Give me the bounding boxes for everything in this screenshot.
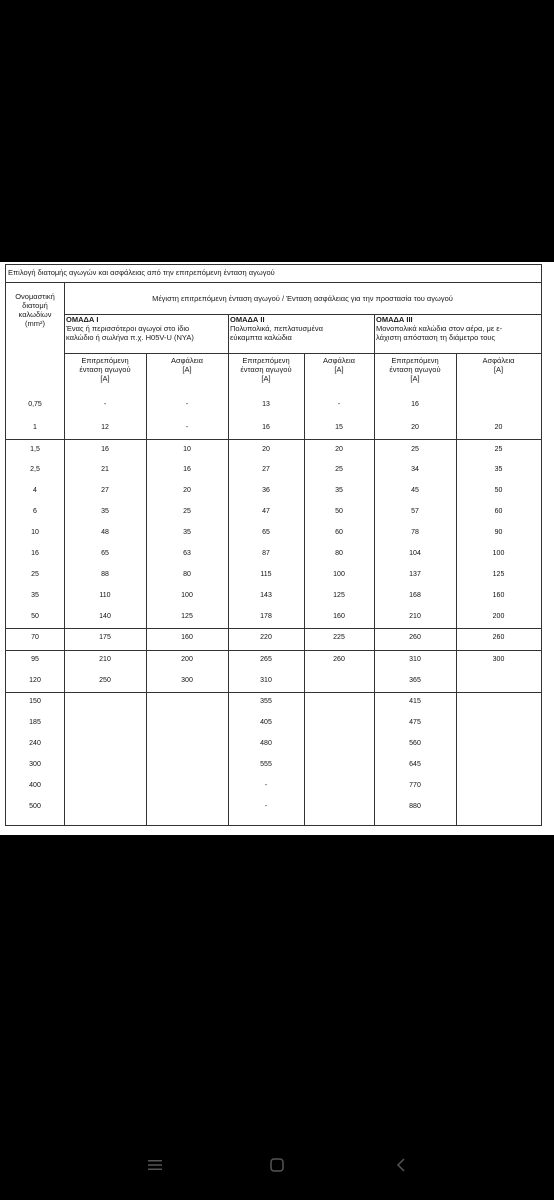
table-cell: 555 (260, 761, 272, 768)
table-cell: 65 (262, 529, 270, 536)
table-cell: 16 (101, 446, 109, 453)
table-cell: 475 (409, 719, 421, 726)
table-cell: 25 (31, 571, 39, 578)
sub-header-current: ένταση αγωγού (389, 365, 441, 374)
table-cell: 20 (183, 487, 191, 494)
table-cell: 87 (262, 550, 270, 557)
sub-header-current: [A] (410, 374, 420, 383)
table-cell: 50 (31, 613, 39, 620)
table-cell: 265 (260, 656, 272, 663)
table-cell: 65 (101, 550, 109, 557)
table-cell: 0,75 (28, 401, 42, 408)
table-cell: 365 (409, 677, 421, 684)
table-caption: Επιλογή διατομής αγωγών και ασφάλειας από την επιτρεπόμενη ένταση αγωγού (8, 268, 275, 277)
group-desc: Πολυπολικά, πεπλατυσμένα (230, 324, 323, 333)
table-cell: 12 (101, 424, 109, 431)
group-title: ΟΜΑΔΑ II (230, 315, 265, 324)
table-cell: 20 (494, 424, 503, 431)
sub-header-current: [A] (100, 374, 110, 383)
table-cell: 200 (492, 613, 505, 620)
sub-header-fuse: Ασφάλεια (323, 356, 355, 365)
table-cell: 20 (335, 446, 343, 453)
table-rule (6, 650, 541, 651)
table-cell: 104 (409, 550, 421, 557)
table-cell: 160 (492, 592, 505, 599)
table-cell: 88 (101, 571, 109, 578)
table-cell: - (337, 401, 341, 408)
group-desc: Ένας ή περισσότεροι αγωγοί στο ίδιο (66, 324, 190, 333)
table-cell: 300 (181, 677, 193, 684)
table-cell: 13 (262, 401, 270, 408)
table-cell: 27 (101, 487, 109, 494)
table-cell: 90 (494, 529, 503, 536)
table-cell: 500 (29, 803, 41, 810)
table-cell: 480 (260, 740, 272, 747)
table-cell: 57 (411, 508, 419, 515)
table-cell: 880 (409, 803, 421, 810)
table-cell: 16 (183, 466, 191, 473)
table-cell: 63 (183, 550, 191, 557)
table-cell: 260 (333, 656, 345, 663)
table-cell: 110 (99, 592, 111, 599)
table-cell: 178 (260, 613, 272, 620)
table-cell: 250 (99, 677, 111, 684)
table-cell: 50 (494, 487, 503, 494)
table-cell: 415 (409, 698, 421, 705)
table-cell: 47 (262, 508, 270, 515)
table-cell: 405 (260, 719, 272, 726)
table-cell: 100 (181, 592, 193, 599)
table-cell: 160 (333, 613, 345, 620)
table-cell: 125 (181, 613, 193, 620)
table-cell: 35 (335, 487, 343, 494)
document-page (0, 262, 554, 835)
table-cell: 15 (335, 424, 343, 431)
table-cell: 200 (181, 656, 193, 663)
table-cell: 6 (33, 508, 37, 515)
table-cell: 160 (181, 634, 193, 641)
table-cell: 137 (409, 571, 421, 578)
square-icon[interactable] (268, 1158, 286, 1174)
table-cell: 35 (101, 508, 109, 515)
table-cell: 95 (31, 656, 39, 663)
table-cell: 35 (494, 466, 503, 473)
table-cell: - (103, 401, 107, 408)
sub-header-current: Επιτρεπόμενη (391, 356, 439, 365)
table-cell: 240 (29, 740, 41, 747)
group-desc: λάχιστη απόσταση τη διάμετρο τους (376, 333, 496, 342)
table-cell: 35 (31, 592, 39, 599)
table-cell: 10 (31, 529, 39, 536)
table-cell: 36 (262, 487, 270, 494)
sub-header-current: Επιτρεπόμενη (81, 356, 129, 365)
sub-header-fuse: [A] (493, 365, 504, 374)
table-cell: 45 (411, 487, 419, 494)
table-cell: - (264, 782, 268, 789)
table-cell: 260 (409, 634, 421, 641)
table-cell: 16 (31, 550, 39, 557)
table-rule (64, 314, 541, 315)
table-cell: 78 (411, 529, 419, 536)
table-cell: 27 (262, 466, 270, 473)
table-cell: 210 (99, 656, 111, 663)
table-cell: 220 (260, 634, 272, 641)
table-cell: 50 (335, 508, 343, 515)
section-header-line: διατομή (22, 301, 48, 310)
table-cell: 2,5 (30, 466, 40, 473)
table-cell: 4 (33, 487, 37, 494)
table-cell: 140 (99, 613, 111, 620)
table-cell: 25 (494, 446, 503, 453)
section-header-line: (mm²) (25, 319, 45, 328)
sub-header-fuse: [A] (334, 365, 344, 374)
table-cell: 1,5 (30, 446, 40, 453)
table-rule (6, 439, 541, 440)
section-header-line: Ονομαστική (15, 292, 55, 301)
table-cell: 185 (29, 719, 41, 726)
table-cell: 310 (260, 677, 272, 684)
table-cell: 168 (409, 592, 421, 599)
table-cell: 260 (492, 634, 505, 641)
sub-header-fuse: Ασφάλεια (482, 356, 515, 365)
table-rule (6, 282, 541, 283)
group-desc: εύκαμπτα καλώδια (230, 333, 292, 342)
table-cell: 100 (492, 550, 505, 557)
table-cell: 115 (260, 571, 272, 578)
table-cell: 25 (335, 466, 343, 473)
table-cell: 10 (183, 446, 191, 453)
table-cell: 60 (494, 508, 503, 515)
sub-header-current: Επιτρεπόμενη (242, 356, 290, 365)
back-chevron-icon[interactable] (392, 1158, 410, 1174)
sub-header-current: ένταση αγωγού (240, 365, 292, 374)
table-cell: 21 (101, 466, 109, 473)
sub-header-current: ένταση αγωγού (79, 365, 131, 374)
table-cell: 80 (335, 550, 343, 557)
table-rule (6, 692, 541, 693)
table-cell: 143 (260, 592, 272, 599)
table-cell: 34 (411, 466, 419, 473)
table-cell: 210 (409, 613, 421, 620)
current-table (5, 264, 542, 826)
table-cell: 400 (29, 782, 41, 789)
table-cell: 125 (333, 592, 345, 599)
table-cell: 1 (33, 424, 37, 431)
table-cell: 150 (29, 698, 41, 705)
table-cell: 70 (31, 634, 39, 641)
table-cell: 25 (183, 508, 191, 515)
table-cell: 16 (262, 424, 270, 431)
table-cell: 100 (333, 571, 345, 578)
table-cell: 770 (409, 782, 421, 789)
table-cell: 80 (183, 571, 191, 578)
table-cell: 60 (335, 529, 343, 536)
group-title: ΟΜΑΔΑ III (376, 315, 413, 324)
group-title: ΟΜΑΔΑ I (66, 315, 99, 324)
sub-header-current: [A] (261, 374, 271, 383)
table-cell: 300 (29, 761, 41, 768)
table-cell: 48 (101, 529, 109, 536)
table-rule (6, 628, 541, 629)
table-cell: 225 (333, 634, 345, 641)
table-cell: 35 (183, 529, 191, 536)
main-header: Μέγιστη επιτρεπόμενη ένταση αγωγού / Ένταση ασφάλειας για την προστασία του αγωγού (152, 294, 453, 303)
table-cell: 175 (99, 634, 111, 641)
table-cell: 16 (411, 401, 419, 408)
table-cell: 560 (409, 740, 421, 747)
table-cell: 645 (409, 761, 421, 768)
table-cell: 20 (411, 424, 419, 431)
group-desc: καλώδιο ή σωλήνα π.χ. H05V-U (NYA) (66, 333, 194, 342)
table-cell: - (264, 803, 268, 810)
group-desc: Μονοπολικά καλώδια στον αέρα, με ε- (376, 324, 503, 333)
sub-header-fuse: Ασφάλεια (171, 356, 203, 365)
menu-icon[interactable] (146, 1158, 164, 1174)
table-cell: - (185, 424, 189, 431)
section-header-line: καλωδίων (18, 310, 52, 319)
table-cell: 355 (260, 698, 272, 705)
table-cell: 120 (29, 677, 41, 684)
table-cell: 300 (492, 656, 505, 663)
table-cell: 125 (492, 571, 505, 578)
sub-header-fuse: [A] (182, 365, 192, 374)
table-cell: 25 (411, 446, 419, 453)
table-cell: 310 (409, 656, 421, 663)
table-cell: - (185, 401, 189, 408)
navigation-bar (0, 1150, 554, 1184)
table-cell: 20 (262, 446, 270, 453)
table-rule (64, 353, 541, 354)
